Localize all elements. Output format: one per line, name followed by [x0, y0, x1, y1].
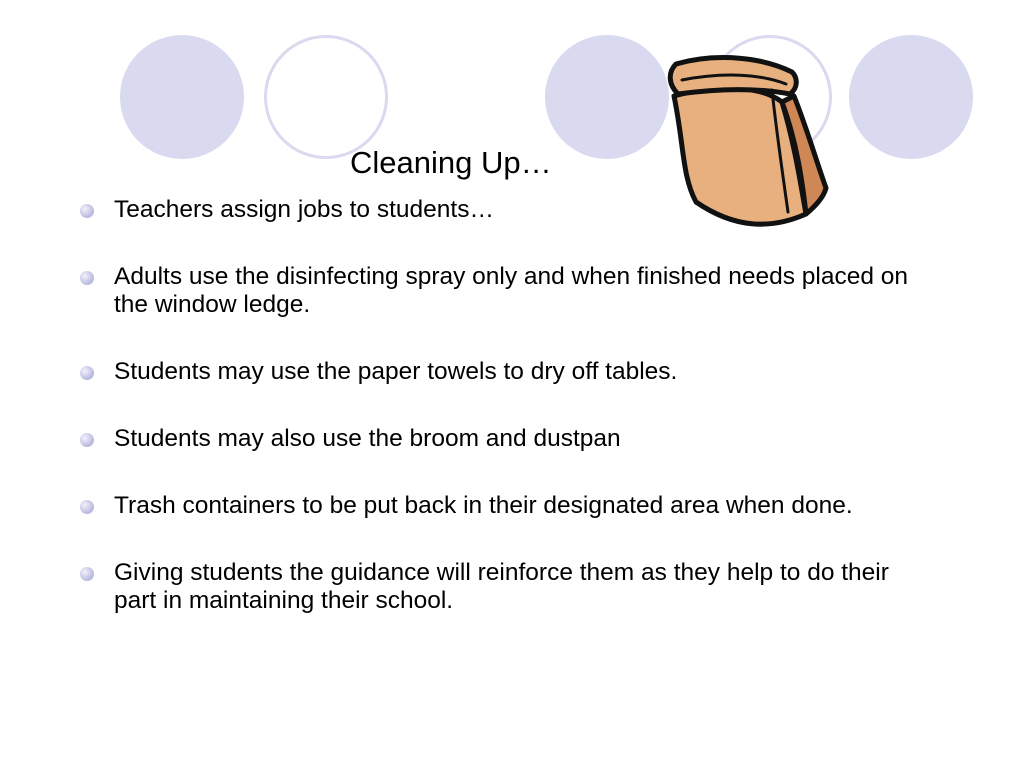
bullet-icon [80, 433, 94, 447]
bullet-text: Students may also use the broom and dustpan [114, 425, 621, 452]
bullet-text: Trash containers to be put back in their designated area when done. [114, 492, 853, 519]
bullet-text: Giving students the guidance will reinforce them as they help to do their part in maintaining their school. [114, 559, 889, 614]
bullet-icon [80, 500, 94, 514]
bullet-item [80, 358, 930, 386]
decorative-circle-outline [264, 35, 388, 159]
bullet-text: Adults use the disinfecting spray only and when finished needs placed on the window ledge. [114, 263, 909, 318]
decorative-circle-filled [849, 35, 973, 159]
bullet-text: Students may use the paper towels to dry off tables. [114, 358, 678, 385]
bullet-icon [80, 567, 94, 581]
bullet-text: Teachers assign jobs to students… [114, 196, 494, 223]
decorative-circle-filled [120, 35, 244, 159]
bullet-item [80, 425, 930, 453]
bullet-list [80, 196, 930, 654]
bullet-item [80, 263, 930, 319]
slide-title: Cleaning Up… [350, 145, 552, 180]
bullet-item [80, 559, 930, 615]
bullet-icon [80, 366, 94, 380]
bullet-icon [80, 204, 94, 218]
bullet-item [80, 196, 930, 224]
decorative-circle-filled [545, 35, 669, 159]
bullet-icon [80, 271, 94, 285]
bullet-item [80, 492, 930, 520]
